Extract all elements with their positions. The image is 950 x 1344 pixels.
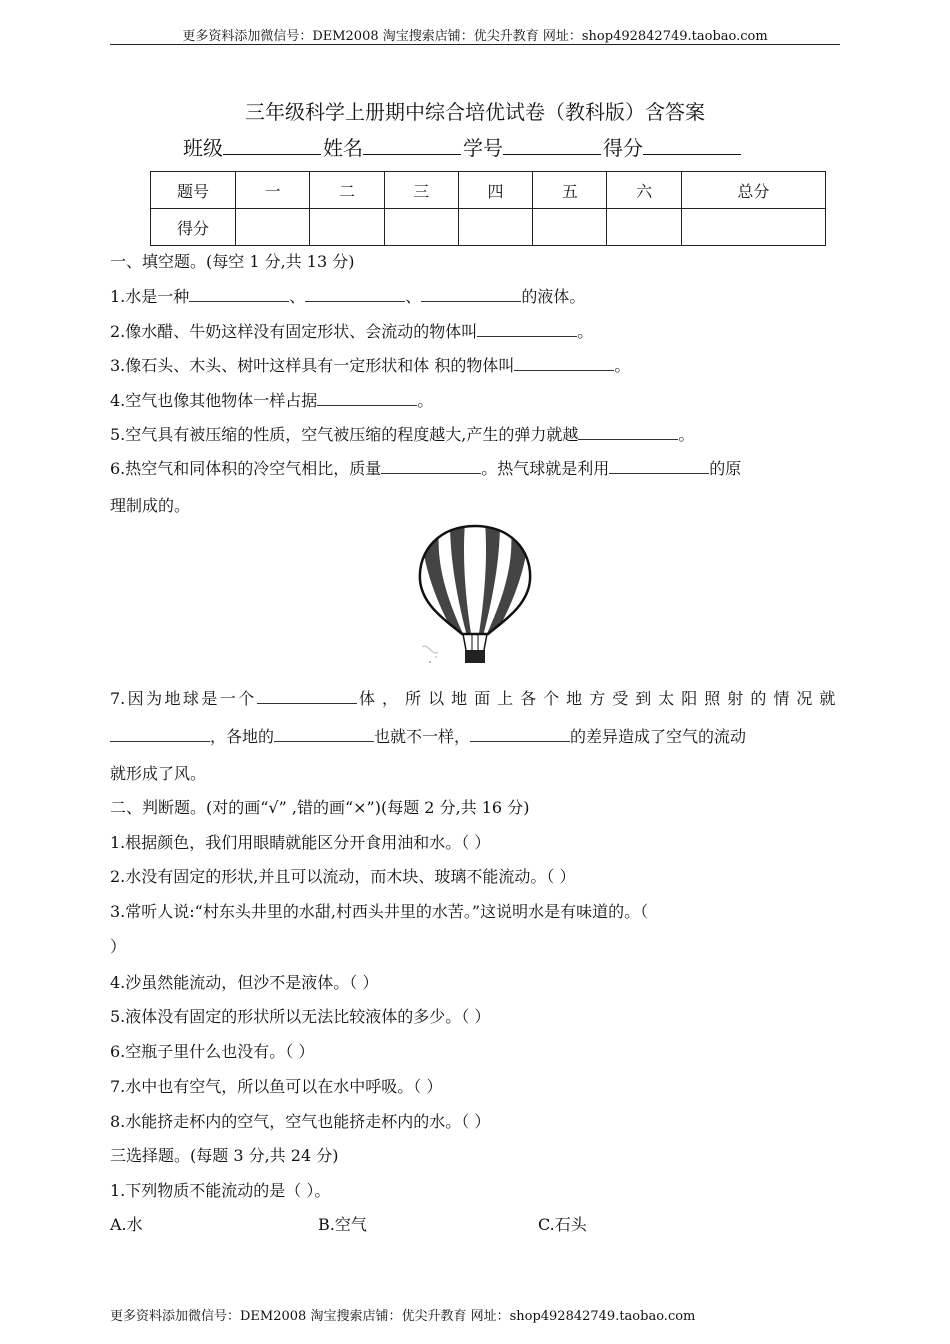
class-blank[interactable] [223,134,321,155]
q-text: 2.像水醋、牛奶这样没有固定形状、会流动的物体叫 [110,322,478,341]
q-text: 5.空气具有被压缩的性质，空气被压缩的程度越大,产生的弹力就越 [110,425,579,444]
score-table-header: 总分 [681,172,825,209]
choice-option-a[interactable]: A.水 [110,1215,143,1234]
choice-question-1: 1.下列物质不能流动的是（ ）。 [110,1181,331,1200]
score-blank[interactable] [643,134,741,155]
page-title: 三年级科学上册期中综合培优试卷（教科版）含答案 [245,100,705,124]
q-text: 。 [577,322,594,341]
q-text: 的原 [709,459,742,478]
answer-blank[interactable] [578,425,678,440]
question-1-7-line1 [110,686,840,709]
q-text: 4.空气也像其他物体一样占据 [110,391,318,410]
answer-blank[interactable] [274,727,374,742]
answer-blank[interactable] [305,287,405,302]
answer-blank[interactable] [381,459,481,474]
q-text: 7.因为地球是一个 [110,689,257,708]
answer-blank[interactable] [110,727,210,742]
question-1-2 [110,319,593,342]
question-1-1 [110,284,585,307]
q-text: 。热气球就是利用 [481,459,610,478]
q-text: 。 [614,356,631,375]
score-table-header: 六 [607,172,681,209]
question-1-6-cont: 理制成的。 [110,496,191,515]
question-1-7-line3: 就形成了风。 [110,764,207,783]
answer-blank[interactable] [421,287,521,302]
q-text: 。 [417,391,434,410]
answer-blank[interactable] [609,459,709,474]
judge-item: 7.水中也有空气，所以鱼可以在水中呼吸。（ ） [110,1077,443,1096]
question-1-4 [110,388,433,411]
score-table-row [151,209,826,246]
hot-air-balloon-illustration [410,522,540,672]
header-rule [110,44,840,45]
score-cell[interactable] [458,209,532,246]
judge-item: 6.空瓶子里什么也没有。（ ） [110,1042,315,1061]
answer-blank[interactable] [470,727,570,742]
header-note: 更多资料添加微信号：DEM2008 淘宝搜索店铺：优尖升教育 网址：shop492842749.taobao.com [182,29,768,44]
footer-note: 更多资料添加微信号：DEM2008 淘宝搜索店铺：优尖升教育 网址：shop492842749.taobao.com [110,1309,696,1324]
id-blank[interactable] [503,134,601,155]
score-cell[interactable] [310,209,384,246]
score-table-header: 一 [236,172,310,209]
name-blank[interactable] [363,134,461,155]
section1-heading: 一、填空题。(每空 1 分,共 13 分) [110,252,355,271]
score-table-header: 四 [458,172,532,209]
score-table-header-row [151,172,826,209]
question-1-5 [110,422,694,445]
judge-item: 4.沙虽然能流动，但沙不是液体。（ ） [110,973,379,992]
judge-item-cont: ） [110,937,127,956]
id-label: 学号 [463,136,503,160]
section2-heading: 二、判断题。(对的画“√” ,错的画“×”)(每题 2 分,共 16 分) [110,798,530,817]
answer-blank[interactable] [317,391,417,406]
judge-item: 5.液体没有固定的形状所以无法比较液体的多少。（ ） [110,1007,491,1026]
choice-option-b[interactable]: B.空气 [318,1215,367,1234]
student-info-row [183,132,743,161]
score-label: 得分 [603,136,643,160]
score-table-header: 二 [310,172,384,209]
question-1-7-line2 [110,724,746,747]
name-label: 姓名 [323,136,363,160]
judge-item: 1.根据颜色，我们用眼睛就能区分开食用油和水。（ ） [110,833,491,852]
judge-item: 2.水没有固定的形状,并且可以流动，而木块、玻璃不能流动。（ ） [110,867,576,886]
q-text: 的差异造成了空气的流动 [570,727,747,746]
score-cell[interactable] [384,209,458,246]
score-cell[interactable] [236,209,310,246]
q-text: 3.像石头、木头、树叶这样具有一定形状和体 积的物体叫 [110,356,515,375]
judge-item: 8.水能挤走杯内的空气，空气也能挤走杯内的水。（ ） [110,1112,491,1131]
answer-blank[interactable] [189,287,289,302]
q-text: ，各地的 [210,727,275,746]
q-text: 6.热空气和同体积的冷空气相比，质量 [110,459,382,478]
q-text: 。 [678,425,695,444]
q-text: 的液体。 [521,287,586,306]
q-text: 、 [405,287,422,306]
score-table-header: 五 [533,172,607,209]
score-cell[interactable] [533,209,607,246]
score-table-header: 三 [384,172,458,209]
q-text: 、 [289,287,306,306]
score-table-header: 题号 [151,172,236,209]
question-1-3 [110,353,630,376]
q-text: 也就不一样， [374,727,471,746]
judge-item: 3.常听人说:“村东头井里的水甜,村西头井里的水苦。”这说明水是有味道的。（ [110,902,649,921]
answer-blank[interactable] [477,322,577,337]
score-row-label: 得分 [151,209,236,246]
q-text: 1.水是一种 [110,287,190,306]
score-table [150,171,826,246]
class-label: 班级 [183,136,223,160]
section3-heading: 三选择题。(每题 3 分,共 24 分) [110,1146,339,1165]
score-cell[interactable] [607,209,681,246]
answer-blank[interactable] [257,689,357,704]
q-text: 体，所以地面上各个地方受到太阳照射的情况就 [356,689,840,708]
question-1-6 [110,456,741,479]
choice-option-c[interactable]: C.石头 [538,1215,587,1234]
answer-blank[interactable] [514,356,614,371]
score-cell[interactable] [681,209,825,246]
